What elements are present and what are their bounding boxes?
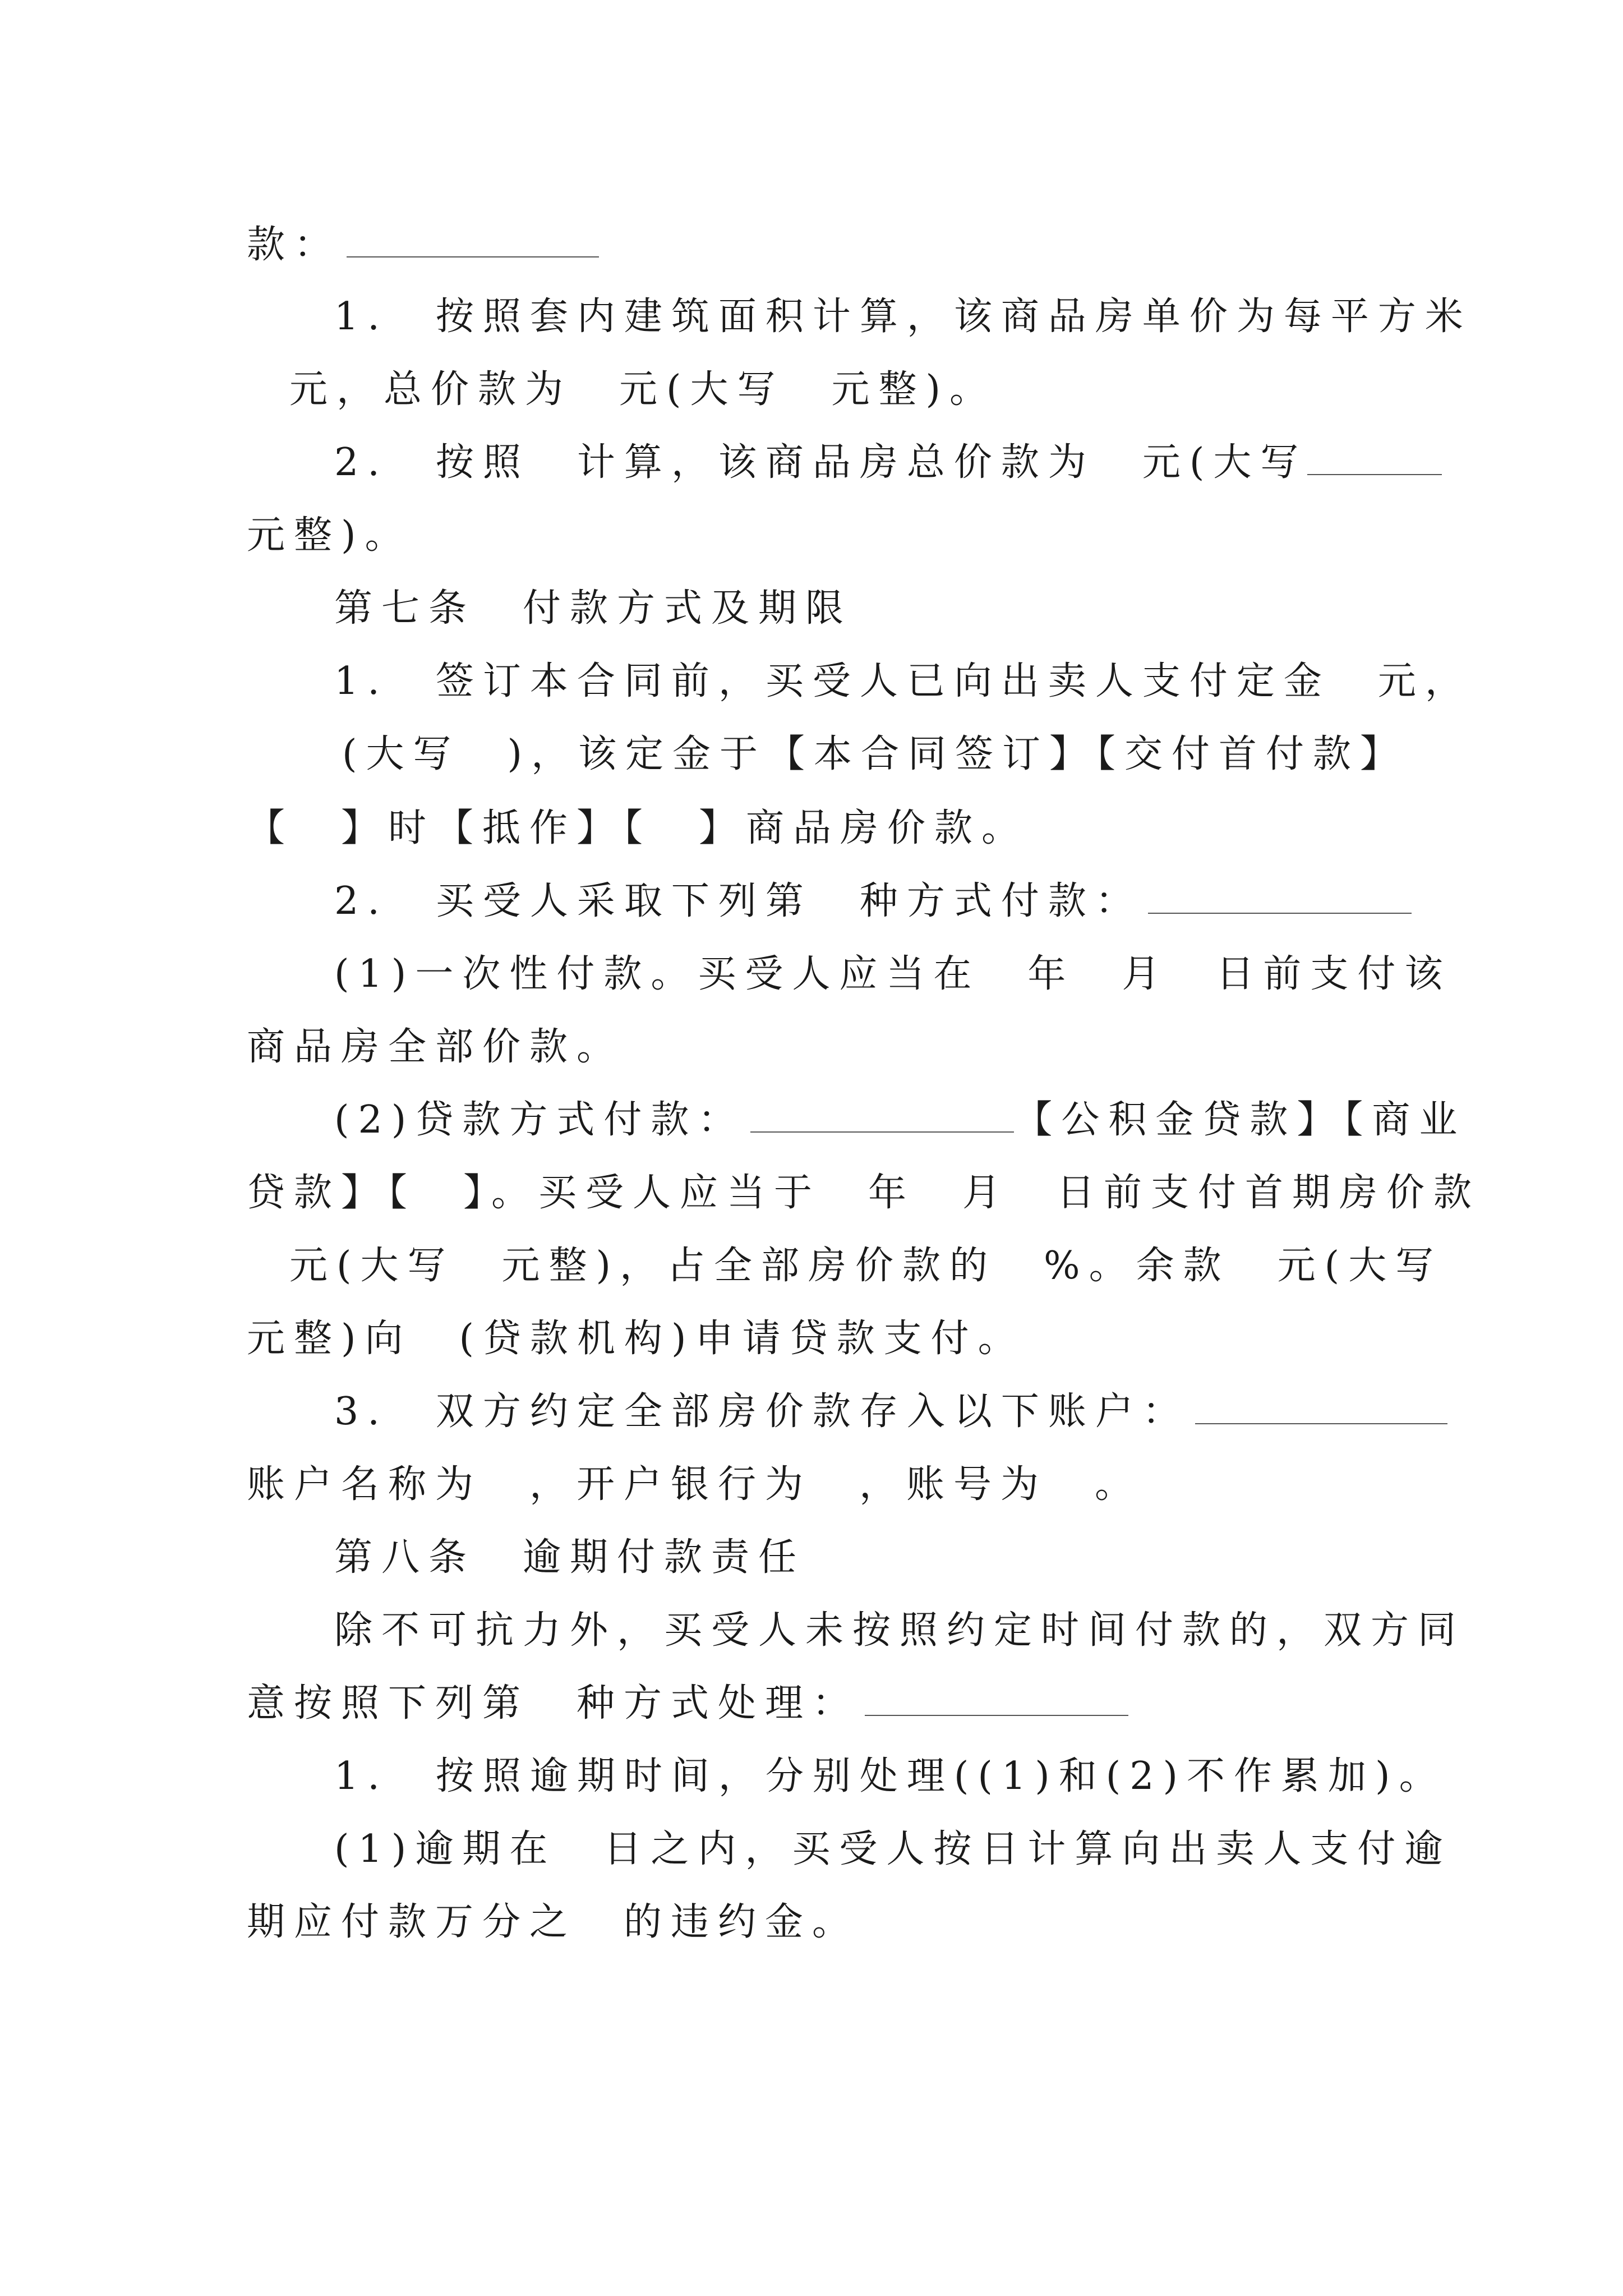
- line-text: (大写 )，该定金于【本合同签订】【交付首付款】: [342, 732, 1408, 776]
- line-text: 元，总价款为 元(大写 元整)。: [289, 367, 997, 412]
- line-text: (2)贷款方式付款：: [334, 1098, 745, 1142]
- text-line: [289, 1241, 1442, 1291]
- article-heading: [334, 583, 852, 634]
- text-line: [247, 1168, 1481, 1218]
- text-line: [334, 1387, 1447, 1437]
- fill-in-blank: [347, 223, 599, 257]
- article-heading: [334, 1533, 805, 1583]
- text-line: [247, 220, 599, 270]
- line-text: (1)一次性付款。买受人应当在 年 月 日前支付该: [334, 952, 1452, 996]
- text-line: [334, 292, 1472, 342]
- line-text: 3. 双方约定全部房价款存入以下账户：: [334, 1389, 1189, 1434]
- text-line: [334, 1095, 1466, 1145]
- line-text: 商品房全部价款。: [247, 1025, 624, 1069]
- line-text: 【公积金贷款】【商业: [1014, 1098, 1467, 1142]
- text-line: [247, 510, 412, 561]
- text-line: [247, 1897, 859, 1948]
- fill-in-blank: [865, 1681, 1128, 1716]
- line-text: 1. 按照逾期时间，分别处理((1)和(2)不作累加)。: [334, 1754, 1446, 1798]
- text-line: [247, 1460, 1142, 1510]
- text-line: [334, 876, 1412, 927]
- line-text: 1. 按照套内建筑面积计算，该商品房单价为每平方米: [334, 295, 1472, 339]
- text-line: [247, 803, 1029, 854]
- line-text: 元(大写 元整)，占全部房价款的 %。余款 元(大写: [289, 1244, 1443, 1288]
- line-text: 账户名称为 ，开户银行为 ，账号为 。: [247, 1462, 1142, 1507]
- fill-in-blank: [750, 1098, 1014, 1133]
- text-line: [342, 729, 1407, 780]
- fill-in-blank: [1148, 879, 1412, 914]
- text-line: [334, 1605, 1465, 1656]
- text-line: [289, 365, 997, 415]
- line-text: 贷款】【 】。买受人应当于 年 月 日前支付首期房价款: [247, 1171, 1481, 1215]
- line-text: 元整)向 (贷款机构)申请贷款支付。: [247, 1317, 1025, 1361]
- text-line: [334, 656, 1472, 707]
- line-text: 2. 按照 计算，该商品房总价款为 元(大写: [334, 440, 1308, 485]
- line-text: 第七条 付款方式及期限: [334, 586, 853, 631]
- line-text: 1. 签订本合同前，买受人已向出卖人支付定金 元，: [334, 659, 1472, 703]
- line-text: 期应付款万分之 的违约金。: [247, 1900, 860, 1944]
- text-line: [334, 438, 1442, 488]
- text-line: [334, 1751, 1446, 1802]
- text-line: [247, 1022, 624, 1073]
- line-text: 【 】时【抵作】【 】商品房价款。: [247, 806, 1029, 850]
- fill-in-blank: [1307, 440, 1442, 475]
- text-line: [334, 1824, 1451, 1875]
- text-line: [247, 1678, 1128, 1729]
- line-text: 2. 买受人采取下列第 种方式付款：: [334, 879, 1142, 923]
- line-text: (1)逾期在 日之内，买受人按日计算向出卖人支付逾: [334, 1827, 1452, 1871]
- line-text: 除不可抗力外，买受人未按照约定时间付款的，双方同: [334, 1608, 1465, 1653]
- line-text: 款：: [247, 223, 342, 267]
- line-text: 第八条 逾期付款责任: [334, 1535, 806, 1580]
- text-line: [334, 949, 1451, 1000]
- fill-in-blank: [1195, 1389, 1447, 1424]
- text-line: [247, 1314, 1025, 1364]
- line-text: 元整)。: [247, 513, 412, 558]
- line-text: 意按照下列第 种方式处理：: [247, 1681, 860, 1726]
